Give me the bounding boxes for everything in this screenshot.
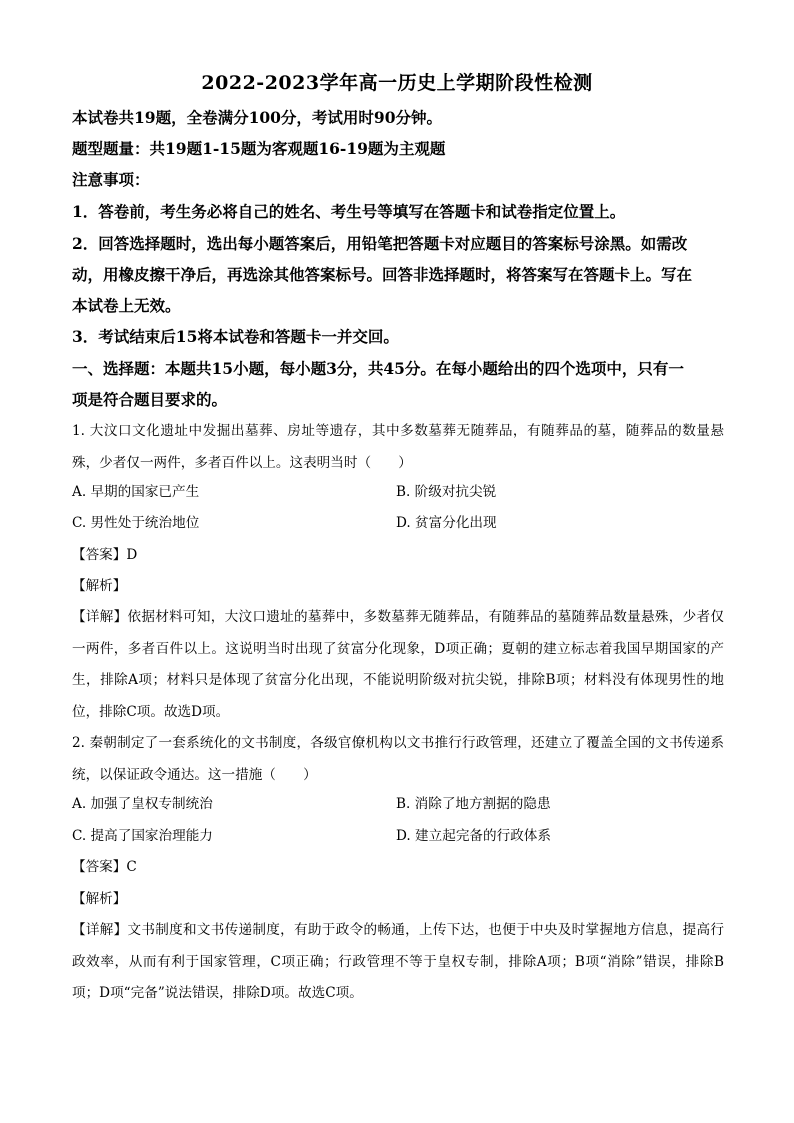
- note-2-line-1: 2．回答选择题时，选出每小题答案后，用铅笔把答题卡对应题目的答案标号涂黑。如需改: [72, 234, 688, 253]
- question-2-stem: 2. 秦朝制定了一套系统化的文书制度，各级官僚机构以文书推行行政管理，还建立了覆盖全国的文书传递系统，以保证政令通达。这一措施（ ）: [72, 735, 724, 783]
- question-2-option-d: D. 建立起完备的行政体系: [396, 828, 551, 844]
- question-1-stem: 1. 大汶口文化遗址中发掘出墓葬、房址等遗存，其中多数墓葬无随葬品，有随葬品的墓，随葬品的数量悬殊，少者仅一两件，多者百件以上。这表明当时（ ）: [72, 423, 724, 471]
- question-1-option-b: B. 阶级对抗尖锐: [396, 484, 497, 500]
- question-2-option-b: B. 消除了地方割据的隐患: [396, 796, 551, 812]
- question-2-option-c: C. 提高了国家治理能力: [72, 828, 213, 844]
- question-1-option-d: D. 贫富分化出现: [396, 515, 497, 531]
- question-types-line: 题型题量：共19题1-15题为客观题16-19题为主观题: [72, 139, 446, 158]
- question-2-answer: 【答案】C: [72, 859, 137, 875]
- notes-heading: 注意事项：: [72, 170, 150, 189]
- exam-info-line: 本试卷共19题，全卷满分100分，考试用时90分钟。: [72, 108, 442, 127]
- note-2-line-2: 动，用橡皮擦干净后，再选涂其他答案标号。回答非选择题时，将答案写在答题卡上。写在: [72, 265, 693, 284]
- section-heading-line-1: 一、选择题：本题共15小题，每小题3分，共45分。在每小题给出的四个选项中，只有一: [72, 359, 684, 378]
- question-1-option-a: A. 早期的国家已产生: [72, 484, 200, 500]
- question-1-detail: 【详解】依据材料可知，大汶口遗址的墓葬中，多数墓葬无随葬品，有随葬品的墓随葬品数量悬殊，少者仅一两件，多者百件以上。这说明当时出现了贫富分化现象，D项正确；夏朝的建立标志着我国早期国家的产生，排除A项；材料只是体现了贫富分化出现，不能说明阶级对抗尖锐，排除B项；材料没有体现男性的地位，排除C项。故选D项。: [72, 609, 724, 720]
- exam-title: 2022-2023学年高一历史上学期阶段性检测: [201, 72, 593, 94]
- note-1: 1．答卷前，考生务必将自己的姓名、考生号等填写在答题卡和试卷指定位置上。: [72, 202, 626, 221]
- section-heading-line-2: 项是符合题目要求的。: [72, 390, 228, 409]
- question-1-answer: 【答案】D: [72, 547, 138, 563]
- note-2-line-3: 本试卷上无效。: [72, 296, 181, 315]
- question-1-option-c: C. 男性处于统治地位: [72, 515, 200, 531]
- question-2-detail: 【详解】文书制度和文书传递制度，有助于政令的畅通，上传下达，也便于中央及时掌握地方信息，提高行政效率，从而有利于国家管理，C项正确；行政管理不等于皇权专制，排除A项；B项“消除”错误，排除B项；D项“完备”说法错误，排除D项。故选C项。: [72, 922, 724, 1001]
- question-2-option-a: A. 加强了皇权专制统治: [72, 796, 213, 812]
- question-1-analysis: 【解析】: [72, 578, 127, 594]
- note-3: 3．考试结束后15将本试卷和答题卡一并交回。: [72, 327, 399, 346]
- question-2-analysis: 【解析】: [72, 891, 127, 907]
